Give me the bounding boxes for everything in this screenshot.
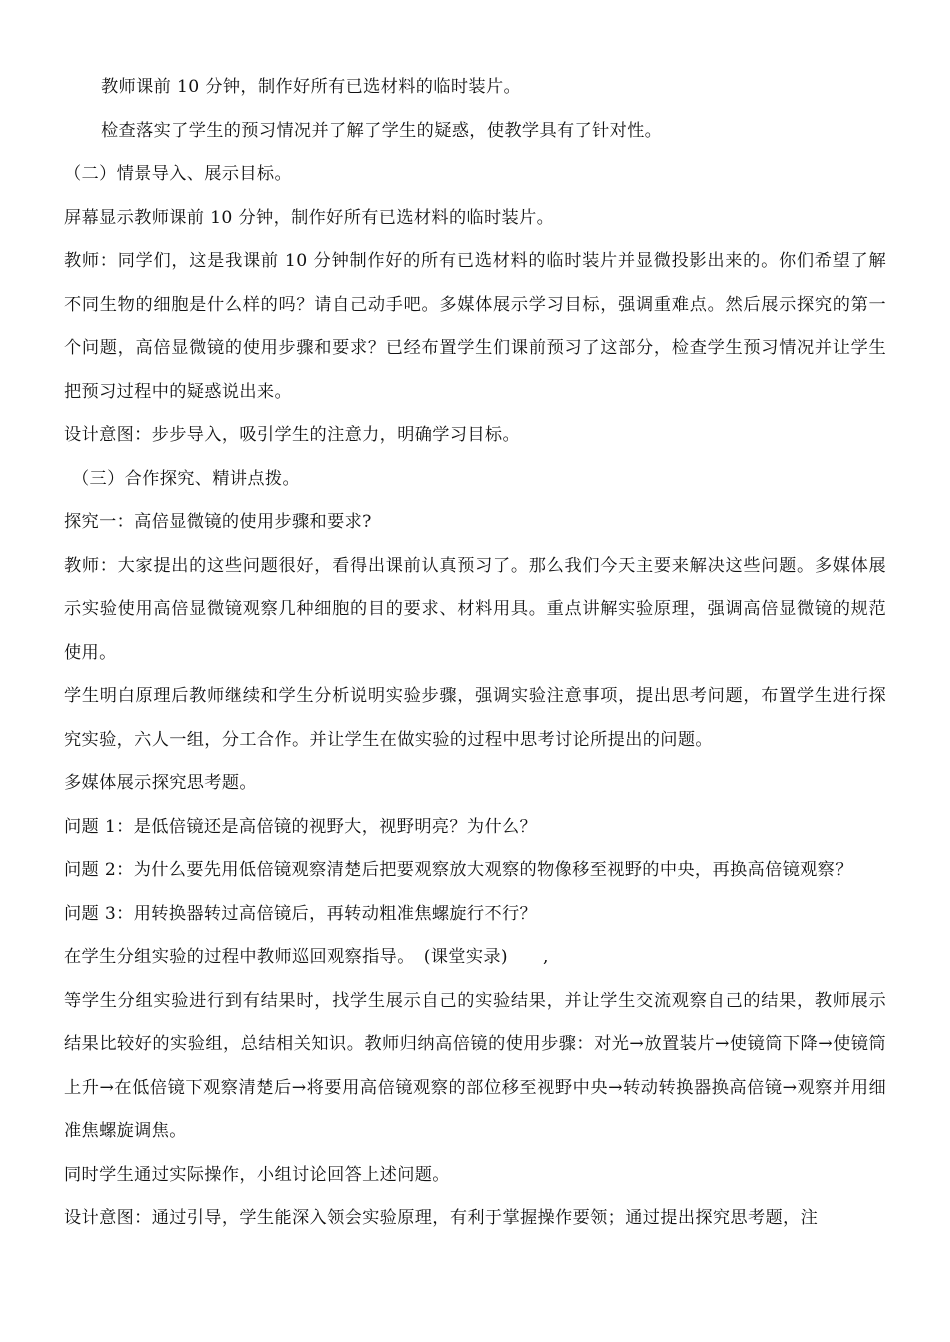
- paragraph-results-summary: 等学生分组实验进行到有结果时，找学生展示自己的实验结果，并让学生交流观察自己的结果，教师展示结果比较好的实验组，总结相关知识。教师归纳高倍镜的使用步骤：对光→放置装片→使镜筒下降→使镜筒上升→在低倍镜下观察清楚后→将要用高倍镜观察的部位移至视野中央→转动转换器换高倍镜→观察并用细准焦螺旋调焦。: [64, 990, 886, 1141]
- section-heading-2: （二）情景导入、展示目标。: [64, 164, 292, 184]
- paragraph-question-1: 问题 1：是低倍镜还是高倍镜的视野大，视野明亮？为什么？: [64, 816, 538, 837]
- paragraph-prep-slides: 教师课前 10 分钟，制作好所有已选材料的临时装片。: [101, 77, 522, 97]
- paragraph-classroom-record: 在学生分组实验的过程中教师巡回观察指导。 (课堂实录) ,: [64, 947, 549, 967]
- paragraph-preview-check: 检查落实了学生的预习情况并了解了学生的疑惑，使教学具有了针对性。: [101, 120, 663, 141]
- paragraph-question-3: 问题 3：用转换器转过高倍镜后，再转动粗准焦螺旋行不行？: [64, 903, 538, 924]
- paragraph-screen-display: 屏幕显示教师课前 10 分钟，制作好所有已选材料的临时装片。: [64, 207, 555, 228]
- section-heading-3: （三）合作探究、精讲点拨。: [72, 468, 300, 489]
- paragraph-question-2: 问题 2：为什么要先用低倍镜观察清楚后把要观察放大观察的物像移至视野的中央，再换高倍镜观察？: [64, 860, 853, 880]
- paragraph-teacher-explain: 教师：大家提出的这些问题很好，看得出课前认真预习了。那么我们今天主要来解决这些问题。多媒体展示实验使用高倍显微镜观察几种细胞的目的要求、材料用具。重点讲解实验原理，强调高倍显微镜的规范使用。: [64, 555, 886, 663]
- paragraph-design-intent-2: 设计意图：通过引导，学生能深入领会实验原理，有利于掌握操作要领；通过提出探究思考题，注: [64, 1208, 819, 1228]
- paragraph-teacher-intro: 教师：同学们，这是我课前 10 分钟制作好的所有已选材料的临时装片并显微投影出来的。你们希望了解不同生物的细胞是什么样的吗？请自己动手吧。多媒体展示学习目标，强调重难点。然后展示探究的第一个问题，高倍显微镜的使用步骤和要求？已经布置学生们课前预习了这部分，检查学生预习情况并让学生把预习过程中的疑惑说出来。: [64, 251, 886, 402]
- paragraph-media-questions: 多媒体展示探究思考题。: [64, 773, 257, 793]
- paragraph-design-intent-1: 设计意图：步步导入，吸引学生的注意力，明确学习目标。: [64, 425, 520, 445]
- paragraph-inquiry-1: 探究一：高倍显微镜的使用步骤和要求?: [64, 512, 372, 532]
- paragraph-group-discussion: 同时学生通过实际操作，小组讨论回答上述问题。: [64, 1164, 450, 1185]
- paragraph-student-steps: 学生明白原理后教师继续和学生分析说明实验步骤，强调实验注意事项，提出思考问题，布置学生进行探究实验，六人一组，分工合作。并让学生在做实验的过程中思考讨论所提出的问题。: [64, 686, 886, 750]
